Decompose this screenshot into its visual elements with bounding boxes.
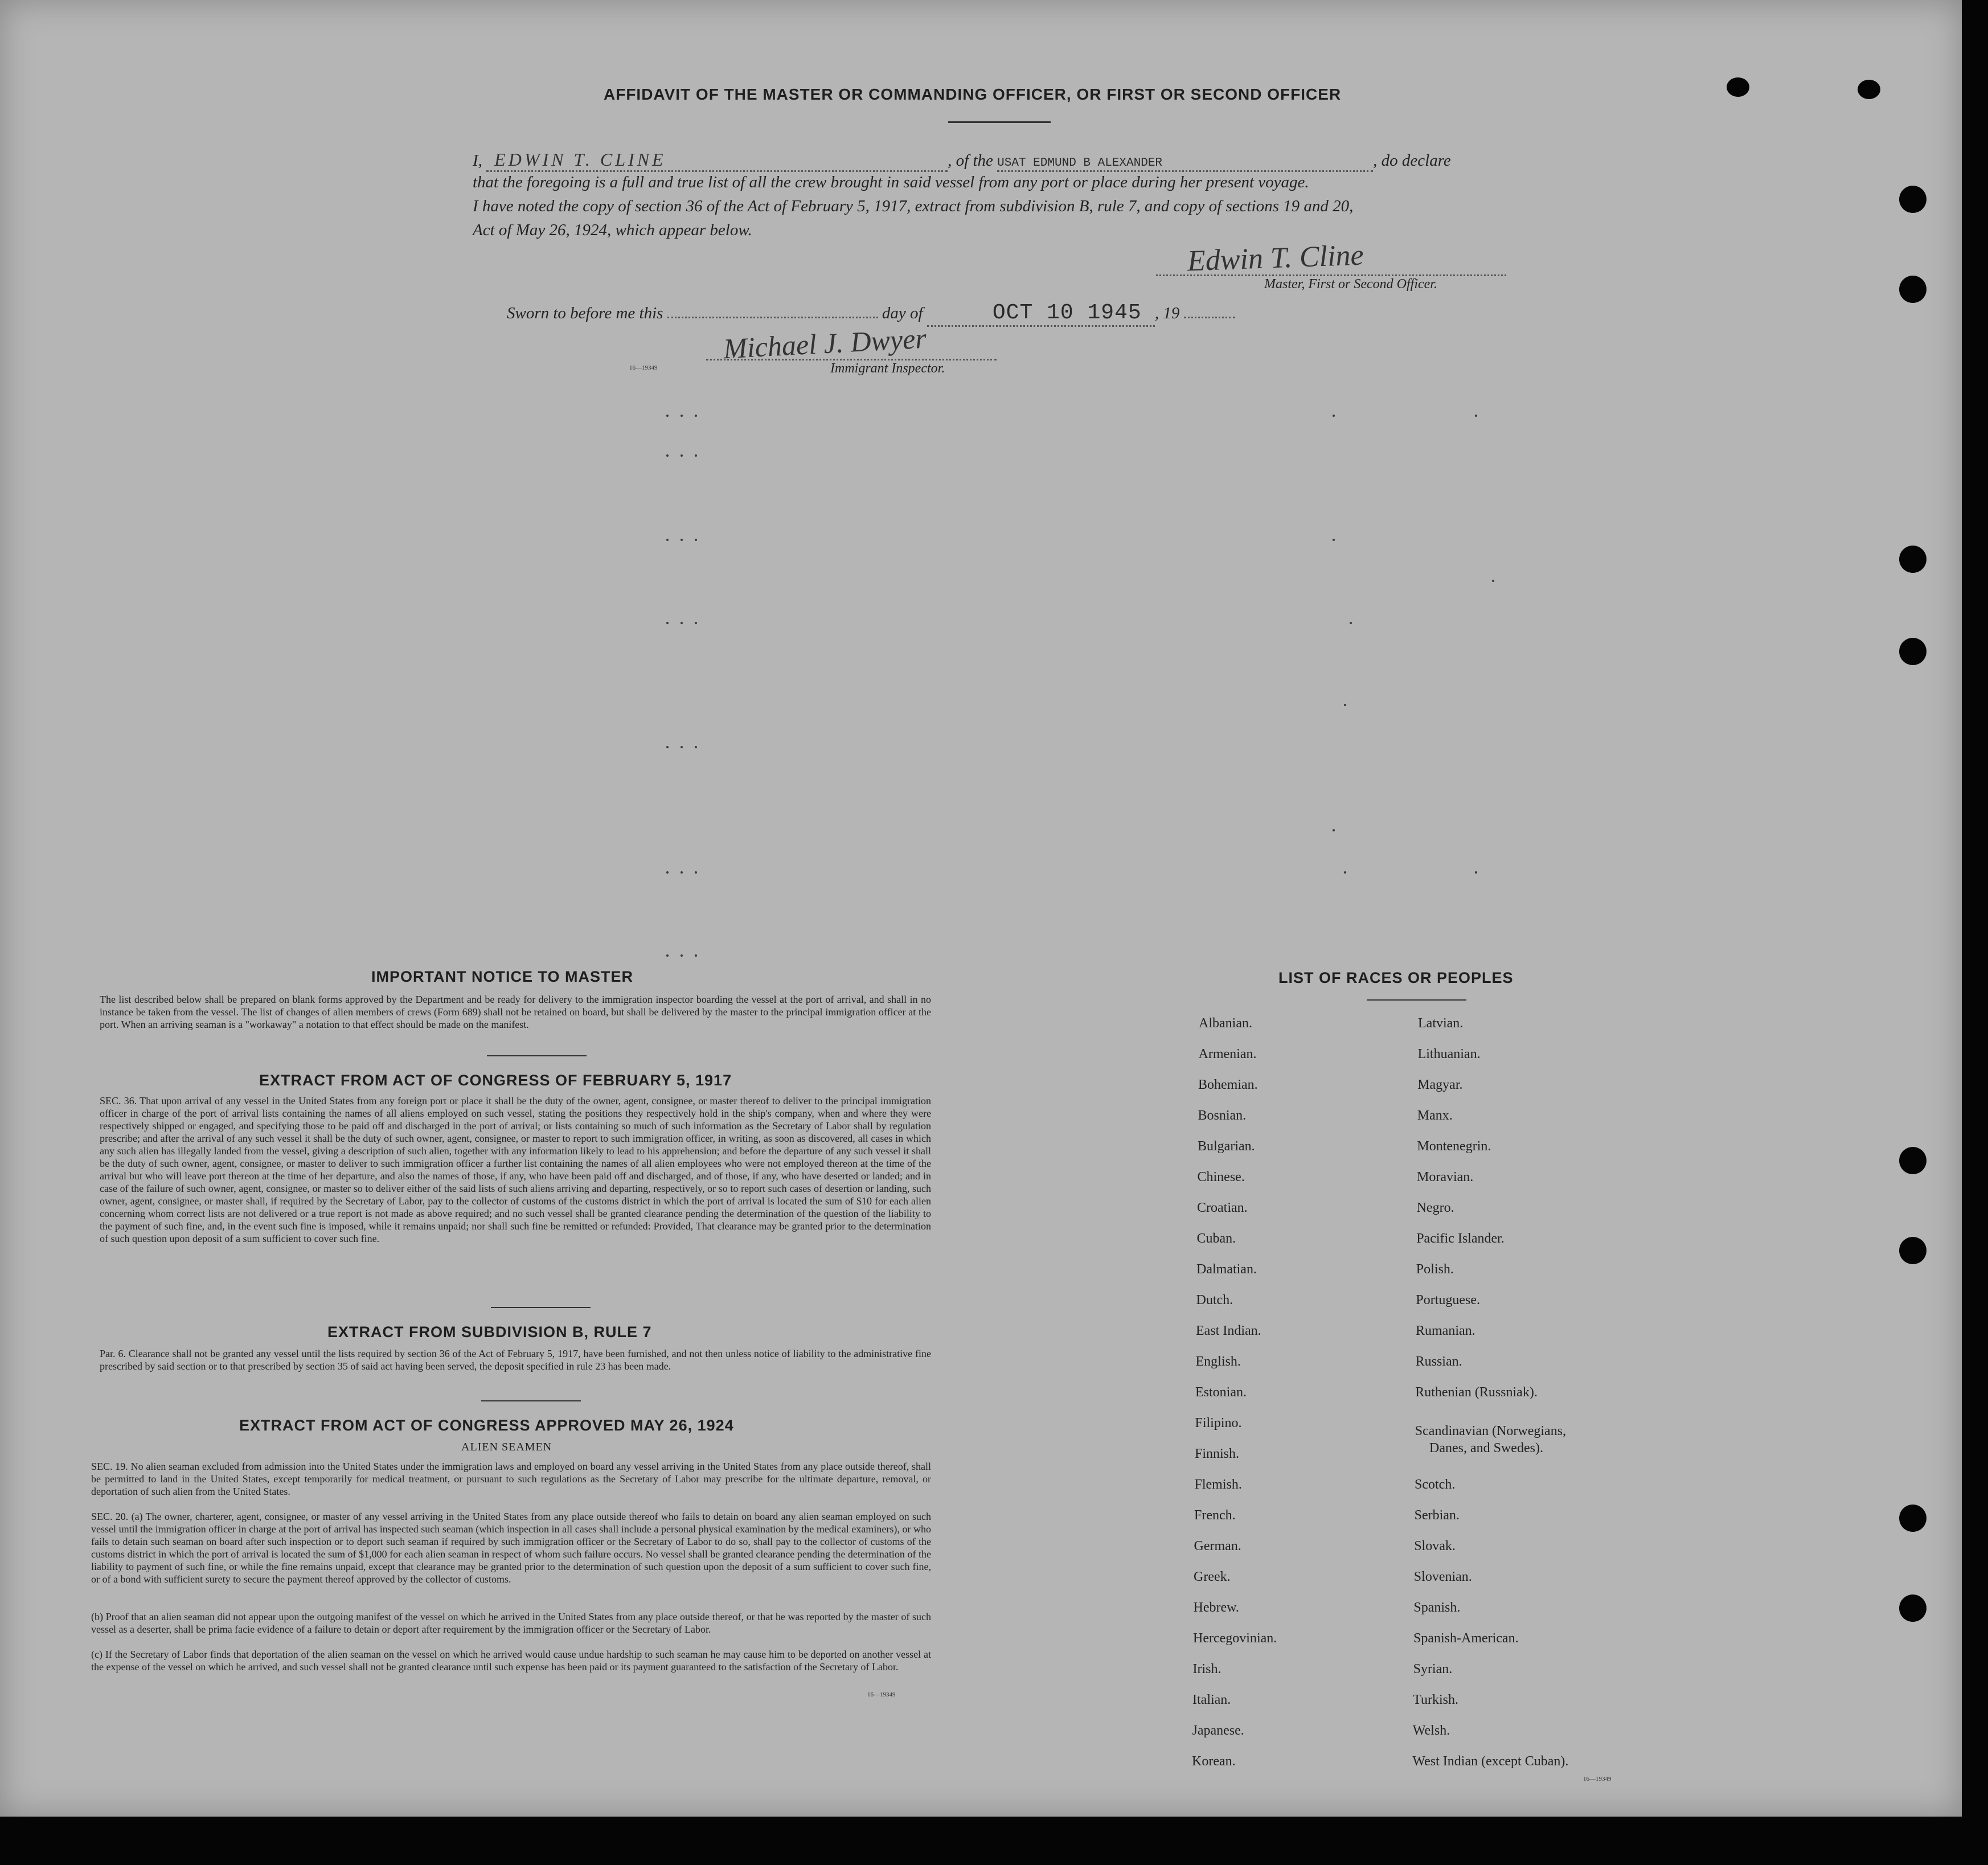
inspector-signature: Michael J. Dwyer (722, 322, 928, 365)
race-item: Filipino. (1195, 1416, 1242, 1430)
form-number-left: 16—19349 (867, 1691, 896, 1698)
affidavit-line3: I have noted the copy of section 36 of the Act of February 5, 1917, extract from subdivision B, rule 7, and copy of sections 19 and 20, (473, 197, 1354, 215)
race-item: Scotch. (1415, 1477, 1456, 1492)
race-item: Lithuanian. (1417, 1047, 1481, 1061)
extract-1924-title: EXTRACT FROM ACT OF CONGRESS APPROVED MAY 26, 1924 (239, 1417, 734, 1434)
race-item: Greek. (1194, 1569, 1231, 1584)
dot-mark (695, 454, 697, 457)
dot-mark (1475, 871, 1477, 874)
dot-mark (695, 954, 697, 957)
dot-mark (695, 746, 697, 748)
extract-1917-divider (491, 1307, 591, 1308)
dot-mark (695, 622, 697, 624)
declarant-name: EDWIN T. CLINE (494, 149, 666, 170)
race-item: Pacific Islander. (1416, 1231, 1505, 1246)
extract-1924-sec20b: (b) Proof that an alien seaman did not appear upon the outgoing manifest of the vessel on which he arrived in the United States from any place outside thereof, or that he was reported by the master of such vessel as a deserter, shall be prima facie evidence of a failure to detain or deport after requirement by the immigration officer or the Secretary of Labor. (91, 1611, 931, 1635)
punch-hole (1899, 1505, 1926, 1532)
race-item: German. (1194, 1539, 1241, 1554)
notice-text: The list described below shall be prepared on blank forms approved by the Department and be ready for delivery to the immigration inspector boarding the vessel at the port of arrival, and shall in no instance be taken from the vessel. The list of changes of alien members of crews (Form 689) shall not be retained on board, but shall be delivered by the master to the principal immigration officer at the port. When an arriving seaman is a "workaway" a notation to that effect should be made on the manifest. (100, 994, 931, 1030)
dot-mark (666, 954, 669, 957)
race-item: Scandinavian (Norwegians, (1415, 1424, 1567, 1438)
race-item: Spanish-American. (1413, 1631, 1519, 1646)
race-item: Hercegovinian. (1193, 1631, 1277, 1646)
race-item: Spanish. (1413, 1600, 1461, 1615)
race-item: Portuguese. (1416, 1293, 1481, 1307)
dot-mark (666, 622, 669, 624)
affidavit-line1 (473, 149, 1451, 172)
affidavit-line2: that the foregoing is a full and true list of all the crew brought in said vessel from any port or place during her present voyage. (473, 173, 1309, 191)
date-stamp: OCT 10 1945 (992, 301, 1142, 325)
vessel-name-field (997, 151, 1373, 172)
race-item: Slovenian. (1413, 1569, 1472, 1584)
year-prefix: , 19 (1154, 304, 1180, 322)
extract-1924-sec20a: SEC. 20. (a) The owner, charterer, agent, consignee, or master of any vessel arriving in the United States from any place outside thereof who fails to detain on board any alien seaman employed on such vessel until the immigration officer in charge at the port of arrival has inspected such seaman (which inspection in all cases shall include a personal physical examination by the medical examiners), or who fails to detain such seaman on board after such inspection or to deport such seaman if required by such immigration officer or the Secretary of Labor to do so, shall pay to the collector of customs of the customs district in which the port of arrival is located the sum of $1,000 for each alien seaman in respect of whom such failure occurs. No vessel shall be granted clearance pending the determination of the liability to payment of such fine, or while the fine remains unpaid, except that clearance may be granted prior to the determination of such question upon the deposit of a sum sufficient to cover such fine, or of a bond with sufficient surety to secure the payment thereof approved by the collector of customs. (91, 1511, 931, 1585)
extract-1924-sec19: SEC. 19. No alien seaman excluded from admission into the United States under the immigration laws and employed on board any vessel arriving in the United States from any place outside thereof, shall be permitted to land in the United States, except temporarily for medical treatment, or pursuant to such regulations as the Secretary of Labor may prescribe for the ultimate departure, removal, or deportation of such alien from the United States. (91, 1461, 931, 1497)
dot-mark (681, 622, 683, 624)
punch-hole (1727, 77, 1749, 97)
race-item: Polish. (1416, 1262, 1454, 1277)
rule7-text: Par. 6. Clearance shall not be granted any vessel until the lists required by section 36 of the Act of February 5, 1917, have been furnished, and not then unless notice of liability to the administrative fine prescribed by said section or to that prescribed by section 35 of said act having been served, the deposit specified in rule 23 has been made. (100, 1348, 931, 1372)
dot-mark (695, 539, 697, 541)
race-item: Manx. (1417, 1108, 1453, 1123)
race-item: Welsh. (1412, 1723, 1450, 1738)
dot-mark (1333, 539, 1335, 541)
form-number-top: 16—19349 (629, 364, 658, 371)
rule7-title: EXTRACT FROM SUBDIVISION B, RULE 7 (327, 1323, 652, 1341)
dot-mark (681, 871, 683, 874)
title-divider (948, 121, 1051, 123)
race-item: West Indian (except Cuban). (1412, 1754, 1569, 1769)
race-item: Russian. (1415, 1354, 1462, 1369)
punch-hole (1899, 1237, 1926, 1264)
dot-mark (681, 415, 683, 417)
dot-mark (695, 415, 697, 417)
race-item: Serbian. (1414, 1508, 1460, 1523)
race-item: Hebrew. (1193, 1600, 1239, 1615)
race-item: Cuban. (1196, 1231, 1236, 1246)
race-item: Korean. (1192, 1754, 1236, 1769)
race-item: Croatian. (1197, 1200, 1248, 1215)
dot-mark (695, 871, 697, 874)
notice-title: IMPORTANT NOTICE TO MASTER (371, 968, 633, 985)
dot-mark (1333, 829, 1335, 831)
master-signature: Edwin T. Cline (1187, 239, 1364, 278)
dot-mark (666, 746, 669, 748)
race-item: Dalmatian. (1196, 1262, 1257, 1277)
race-item: East Indian. (1196, 1323, 1261, 1338)
punch-hole (1899, 546, 1926, 573)
notice-divider (487, 1055, 587, 1056)
dot-mark (666, 539, 669, 541)
dot-mark (666, 871, 669, 874)
sworn-label: Sworn to before me this (507, 304, 663, 322)
dot-mark (1333, 415, 1335, 417)
do-declare-label: , do declare (1373, 151, 1451, 170)
races-divider (1367, 999, 1466, 1001)
punch-hole (1899, 638, 1926, 665)
affidavit-line4: Act of May 26, 1924, which appear below. (473, 221, 752, 239)
race-item: English. (1195, 1354, 1241, 1369)
race-item: Magyar. (1417, 1077, 1463, 1092)
declarant-name-field (486, 149, 948, 172)
race-item: Flemish. (1194, 1477, 1242, 1492)
extract-1924-sec20c: (c) If the Secretary of Labor finds that deportation of the alien seaman on the vessel on which he arrived would cause undue hardship to such seaman he may cause him to be deported on another vessel at the expense of the vessel on which he arrived, and such vessel shall not be granted clearance until such expense has been paid or its payment guaranteed to the satisfaction of the Secretary of Labor. (91, 1649, 931, 1673)
race-item: French. (1194, 1508, 1236, 1523)
dot-mark (681, 954, 683, 957)
dot-mark (666, 454, 669, 457)
race-item: Turkish. (1413, 1692, 1459, 1707)
race-item: Ruthenian (Russniak). (1415, 1385, 1538, 1400)
of-the-label: , of the (948, 151, 993, 170)
race-item: Slovak. (1414, 1539, 1456, 1554)
dot-mark (1344, 704, 1346, 706)
dot-mark (1350, 622, 1352, 624)
race-item: Albanian. (1199, 1016, 1252, 1031)
rule7-divider (481, 1400, 581, 1401)
inspector-caption: Immigrant Inspector. (830, 361, 945, 376)
dot-mark (681, 454, 683, 457)
sworn-line (507, 301, 1235, 327)
race-item: Finnish. (1195, 1446, 1240, 1461)
race-item: Dutch. (1196, 1293, 1233, 1307)
extract-1917-title: EXTRACT FROM ACT OF CONGRESS OF FEBRUARY 5, 1917 (259, 1072, 732, 1089)
dot-mark (681, 746, 683, 748)
races-title: LIST OF RACES OR PEOPLES (1278, 969, 1514, 986)
affidavit-title: AFFIDAVIT OF THE MASTER OR COMMANDING OFFICER, OR FIRST OR SECOND OFFICER (604, 85, 1342, 103)
dot-mark (681, 539, 683, 541)
race-item: Moravian. (1417, 1170, 1474, 1184)
sworn-day-field (667, 317, 878, 318)
punch-hole (1858, 80, 1880, 99)
race-item: Irish. (1192, 1662, 1222, 1677)
dot-mark (1344, 871, 1346, 874)
race-item: Estonian. (1195, 1385, 1247, 1400)
master-caption: Master, First or Second Officer. (1264, 277, 1437, 292)
race-item: Armenian. (1198, 1047, 1257, 1061)
race-item: Montenegrin. (1417, 1139, 1491, 1154)
sworn-month-field (927, 301, 1155, 327)
race-item: Negro. (1416, 1200, 1454, 1215)
race-item: Chinese. (1197, 1170, 1245, 1184)
punch-hole (1899, 1147, 1926, 1174)
form-number-right: 16—19349 (1583, 1776, 1612, 1782)
prefix-i: I, (473, 151, 482, 170)
extract-1917-text: SEC. 36. That upon arrival of any vessel in the United States from any foreign port or place it shall be the duty of the owner, agent, consignee, or master thereof to deliver to the principal immigration officer in charge of the port of arrival lists containing the names of all aliens employed on such vessel, stating the positions they respectively hold in the ship's company, when and where they were respectively shipped or engaged, and specifying those to be paid off and discharged in the port of arrival; or lists containing so much of such information as the Secretary of Labor shall by regulation prescribe; and after the arrival of any such vessel it shall be the duty of such owner, agent, consignee, or master to report to such immigration officer, in writing, as soon as discovered, all cases in which any such alien has illegally landed from the vessel, giving a description of such alien, together with any information likely to lead to his apprehension; and before the departure of any such vessel it shall be the duty of such owner, agent, consignee, or master to deliver to such immigration officer a further list containing the names of all alien employees who were not employed thereon at the time of the arrival but who will leave port thereon at the time of her departure, and also the names of those, if any, who have been paid off and discharged, and of those, if any, who have deserted or landed; and in case of the failure of such owner, agent, consignee, or master so to deliver either of the said lists of such aliens arriving and departing, respectively, or so to report such cases of desertion or landing, such owner, agent, consignee, or master shall, if required by the Secretary of Labor, pay to the collector of customs of the customs district in which the port of arrival is located the sum of $10 for each alien concerning whom correct lists are not delivered or a true report is not made as above required; and no such vessel shall be granted clearance pending the determination of the question of the liability to the payment of such fine, and, in the event such fine is imposed, while it remains unpaid; nor shall such fine be remitted or refunded: Provided, That clearance may be granted prior to the determination of such question upon deposit of a sum sufficient to cover such fine. (100, 1095, 931, 1244)
dot-mark (666, 415, 669, 417)
race-item: Danes, and Swedes). (1429, 1441, 1543, 1456)
race-item: Rumanian. (1416, 1323, 1475, 1338)
vessel-name: USAT EDMUND B ALEXANDER (997, 157, 1163, 170)
punch-hole (1899, 1595, 1926, 1622)
race-item: Syrian. (1413, 1662, 1453, 1677)
dot-mark (1475, 415, 1477, 417)
dot-mark (1492, 580, 1494, 582)
race-item: Italian. (1192, 1692, 1231, 1707)
punch-hole (1899, 276, 1926, 303)
race-item: Japanese. (1192, 1723, 1244, 1738)
punch-hole (1899, 186, 1926, 213)
sworn-year-field (1184, 317, 1235, 318)
race-item: Latvian. (1418, 1016, 1464, 1031)
extract-1924-subtitle: ALIEN SEAMEN (461, 1441, 552, 1453)
day-of-label: day of (882, 304, 923, 322)
race-item: Bohemian. (1198, 1077, 1258, 1092)
race-item: Bulgarian. (1198, 1139, 1255, 1154)
race-item: Bosnian. (1198, 1108, 1247, 1123)
